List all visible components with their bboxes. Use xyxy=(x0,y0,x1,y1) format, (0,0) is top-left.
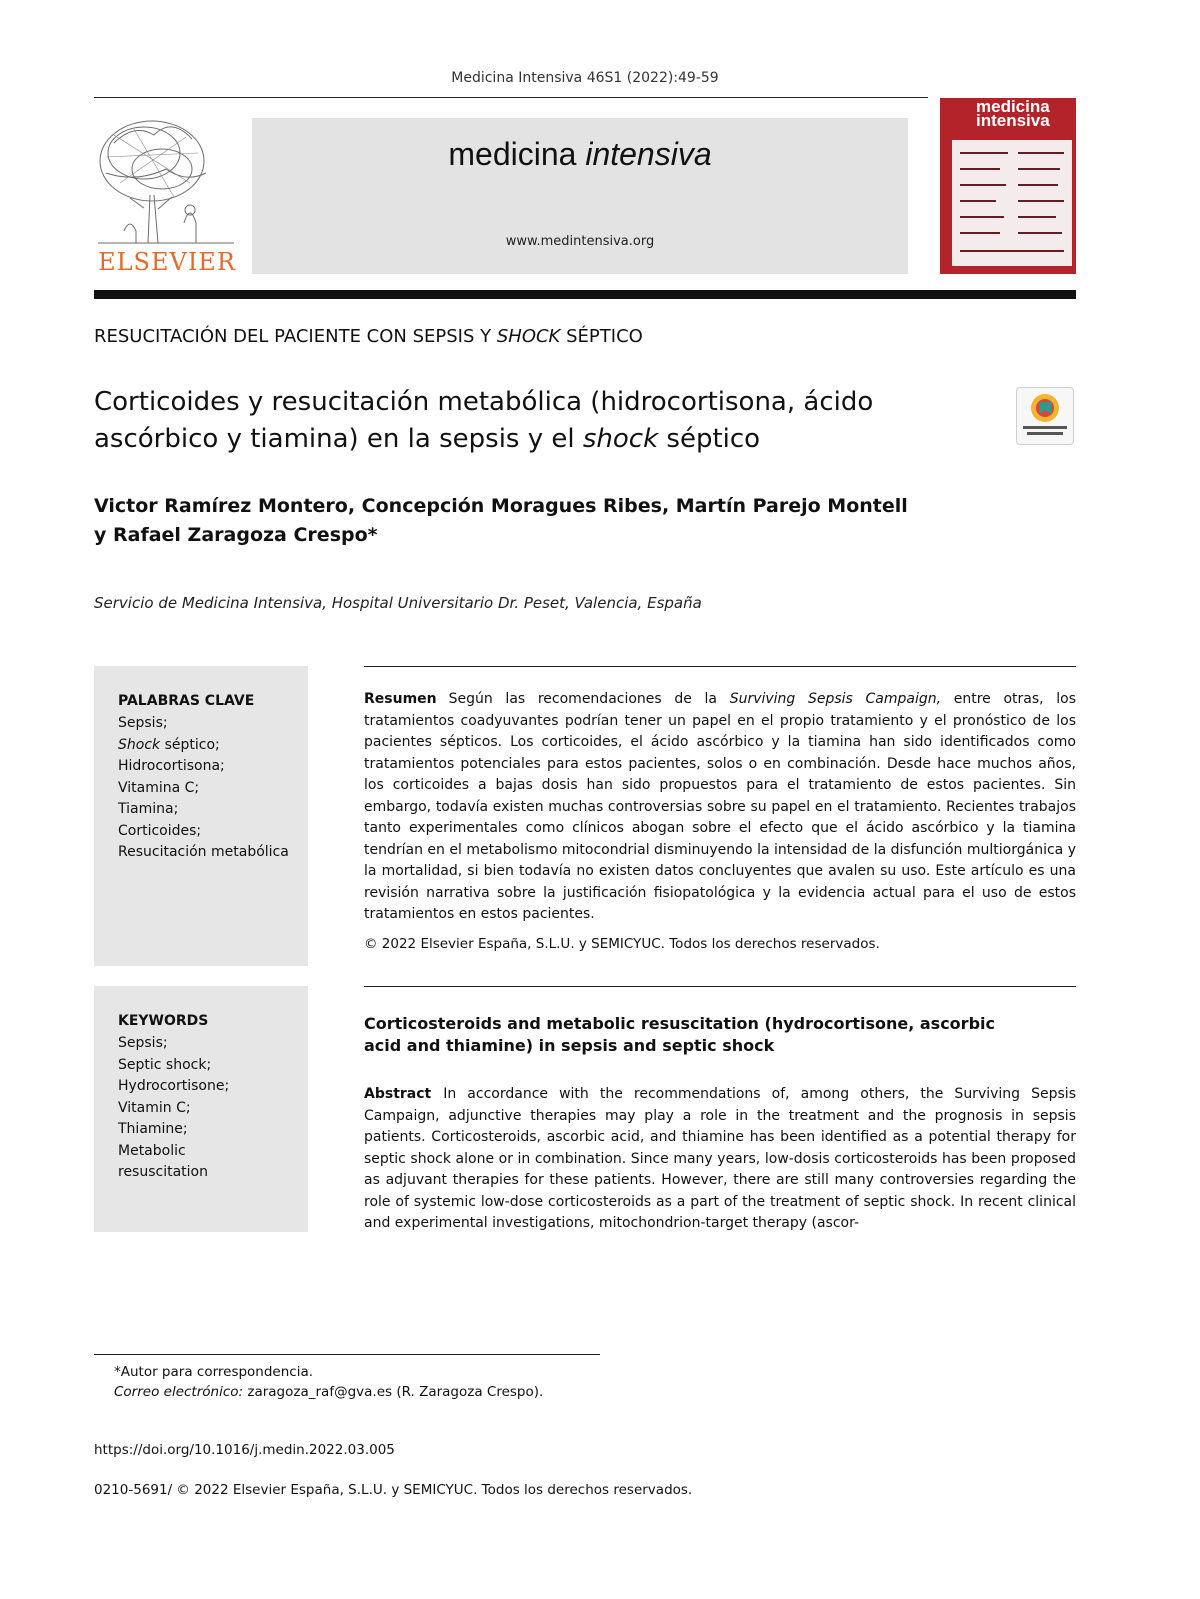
doi-link[interactable]: https://doi.org/10.1016/j.medin.2022.03.005 xyxy=(94,1442,395,1458)
keyword-item: Corticoides; xyxy=(118,822,202,839)
cover-text-line xyxy=(960,250,1064,252)
article-title-italic: shock xyxy=(582,424,659,454)
resumen-text-1: Según las recomendaciones de la xyxy=(448,691,718,707)
keyword-item: Sepsis; xyxy=(118,1035,168,1051)
resumen-label: Resumen xyxy=(364,691,437,707)
resumen-text-2: entre otras, los tratamientos coadyuvantes podrían tener un papel en el propio tratamiento y el pronóstico de los pacientes sépticos. Los corticoides, el ácido ascórbico y la tiamina han sido identificados como tratamientos potenciales para estos pacientes, solos o en combinación. Desde hace muchos años, los corticoides a bajas dosis han sido propuestos para el tratamiento de estos pacientes. Sin embargo, todavía existen muchas controversias sobre su papel en el tratamiento. Recientes trabajos tanto experimentales como clínicos abogan sobre el efecto que el ácido ascórbico y la tiamina tendrían en el metabolismo mitocondrial disminuyendo la intensidad de la disfunción multiorgánica y la mortalidad, si bien todavía no existen datos concluyentes que avalen su uso. Este artículo es una revisión narrativa sobre la justificación fisiopatológica y la evidencia actual para el uso de estos tratamientos en estos pacientes. xyxy=(364,691,1077,922)
cover-text-line xyxy=(1018,168,1060,170)
english-title: Corticosteroids and metabolic resuscitation (hydrocortisone, ascorbic acid and thiamine) in sepsis and septic shock xyxy=(364,1014,995,1055)
issn-copyright: 0210-5691/ © 2022 Elsevier España, S.L.U. y SEMICYUC. Todos los derechos reservados. xyxy=(94,1482,693,1498)
abstract-top-rule xyxy=(364,986,1076,987)
cover-text-line xyxy=(960,216,1004,218)
authors-line-1: Victor Ramírez Montero, Concepción Moragues Ribes, Martín Parejo Montell xyxy=(94,495,908,517)
email-value[interactable]: zaragoza_raf@gva.es (R. Zaragoza Crespo). xyxy=(247,1384,544,1400)
keyword-item: Thiamine; xyxy=(118,1121,188,1137)
journal-title-italic: intensiva xyxy=(585,136,712,172)
affiliation: Servicio de Medicina Intensiva, Hospital Universitario Dr. Peset, Valencia, España xyxy=(94,594,702,612)
abstract-paragraph xyxy=(364,1084,1076,1235)
journal-title xyxy=(252,136,908,173)
keyword-item: Vitamina C; xyxy=(118,779,200,796)
abstract-label: Abstract xyxy=(364,1086,432,1102)
abstract-text: In accordance with the recommendations of, among others, the Surviving Sepsis Campaign, adjunctive therapies may play a role in the treatment and the prognosis in sepsis patients. Corticosteroids, ascorbic acid, and thiamine has been identified as a potential therapy for septic shock alone or in combination. Since many years, low-dosis corticosteroids has been proposed as adjuvant therapies for these patients. However, there are still many controversies regarding the role of systemic low-dose corticosteroids as a part of the treatment of septic shock. In recent clinical and experimental investigations, mitochondrion-target therapy (ascor- xyxy=(364,1086,1076,1231)
cover-text-line xyxy=(960,184,1006,186)
journal-url-link[interactable]: www.medintensiva.org xyxy=(505,234,655,249)
cover-title: medicina intensiva xyxy=(976,97,1050,130)
cover-text-line xyxy=(960,232,1000,234)
article-title-main: Corticoides y resucitación metabólica (hidrocortisona, ácido ascórbico y tiamina) en la sepsis y el xyxy=(94,387,874,454)
article-title xyxy=(94,384,974,458)
check-for-updates-badge[interactable] xyxy=(1016,387,1074,445)
resumen-copyright: © 2022 Elsevier España, S.L.U. y SEMICYUC. Todos los derechos reservados. xyxy=(364,936,880,952)
cover-text-line xyxy=(960,152,1008,154)
author-list xyxy=(94,492,974,550)
cover-text-line xyxy=(1018,232,1062,234)
footnote-corresponding: *Autor para correspondencia. xyxy=(114,1364,314,1380)
resumen-top-rule xyxy=(364,666,1076,667)
footnote-rule xyxy=(94,1354,600,1355)
check-updates-icon xyxy=(1017,388,1073,444)
resumen-text-italic: Surviving Sepsis Campaign, xyxy=(729,691,942,707)
header-thick-rule xyxy=(94,290,1076,299)
cover-contents-panel xyxy=(952,140,1072,266)
section-heading-italic: SHOCK xyxy=(496,326,561,347)
keyword-item: Tiamina; xyxy=(118,801,179,817)
cover-text-line xyxy=(1018,184,1058,186)
cover-text-line xyxy=(960,168,1000,170)
publisher-wordmark: ELSEVIER xyxy=(98,248,236,276)
keywords-list xyxy=(118,1033,303,1184)
keyword-item xyxy=(118,735,303,757)
keyword-rest: séptico; xyxy=(164,736,220,753)
section-heading-pre: RESUCITACIÓN DEL PACIENTE CON SEPSIS Y xyxy=(94,326,492,347)
keywords-heading: KEYWORDS xyxy=(118,1013,209,1029)
header-rule xyxy=(94,97,928,98)
footnote-email xyxy=(114,1384,543,1400)
keyword-item: Resucitación metabólica xyxy=(118,844,289,860)
cover-text-line xyxy=(1018,200,1064,202)
keyword-item: Sepsis; xyxy=(118,715,168,731)
cover-text-line xyxy=(1018,152,1064,154)
keyword-item: Hidrocortisona; xyxy=(118,758,225,774)
journal-title-regular: medicina xyxy=(448,136,577,172)
section-heading xyxy=(94,326,643,347)
section-heading-post: SÉPTICO xyxy=(566,326,643,347)
keyword-item: Vitamin C; xyxy=(118,1099,191,1116)
authors-line-2: y Rafael Zaragoza Crespo* xyxy=(94,524,378,546)
keyword-item: Metabolic xyxy=(118,1142,186,1159)
keyword-item: Hydrocortisone; xyxy=(118,1078,230,1094)
resumen-paragraph xyxy=(364,689,1076,926)
keyword-item: resuscitation xyxy=(118,1164,208,1180)
journal-citation: Medicina Intensiva 46S1 (2022):49-59 xyxy=(451,70,719,86)
palabras-clave-heading: PALABRAS CLAVE xyxy=(118,693,255,709)
keyword-italic: Shock xyxy=(118,736,161,753)
email-label: Correo electrónico: xyxy=(114,1384,244,1400)
palabras-clave-list xyxy=(118,713,303,864)
cover-text-line xyxy=(960,200,996,202)
cover-text-line xyxy=(1018,216,1056,218)
keyword-item: Septic shock; xyxy=(118,1056,212,1073)
article-title-end: séptico xyxy=(666,424,761,454)
